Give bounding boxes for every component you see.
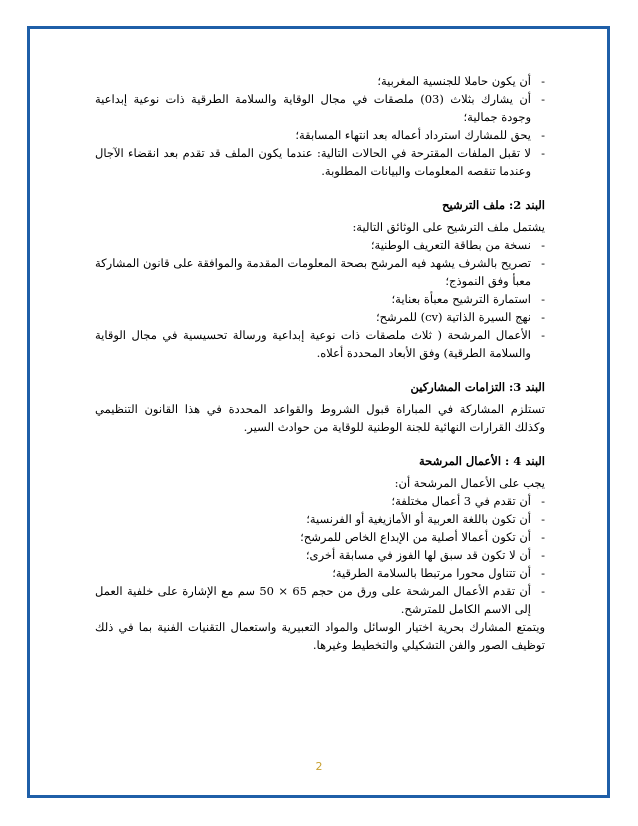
list-item: - أن تتناول محورا مرتبطا بالسلامة الطرقية؛ — [95, 564, 545, 582]
section-2-list — [95, 236, 545, 362]
page-number: 2 — [315, 760, 323, 773]
section-4-heading: البند 4 : الأعمال المرشحة — [419, 454, 545, 468]
list-item: - أن لا تكون قد سبق لها الفوز في مسابقة أخرى؛ — [95, 546, 545, 564]
list-item: - نسخة من بطاقة التعريف الوطنية؛ — [95, 236, 545, 254]
list-item: - أن تقدم في 3 أعمال مختلفة؛ — [95, 492, 545, 510]
list-item: - أن تكون أعمالا أصلية من الإبداع الخاص للمرشح؛ — [95, 528, 545, 546]
list-item: - لا تقبل الملفات المقترحة في الحالات التالية: عندما يكون الملف قد تقدم بعد انقضاء الآجال وعندما تنقصه المعلومات والبيانات المطلوبة. — [95, 144, 545, 180]
section-3-body: تستلزم المشاركة في المباراة قبول الشروط والقواعد المحددة في هذا القانون التنظيمي وكذلك القرارات النهائية للجنة الوطنية للوقاية من حوادث السير. — [95, 402, 545, 434]
section-4-closing: ويتمتع المشارك بحرية اختيار الوسائل والمواد التعبيرية واستعمال التقنيات الفنية بما في ذلك توظيف الصور والفن التشكيلي والتخطيط وغيرها. — [95, 620, 545, 652]
section-2-intro: يشتمل ملف الترشيح على الوثائق التالية: — [352, 220, 545, 234]
list-item: - تصريح بالشرف يشهد فيه المرشح بصحة المعلومات المقدمة والموافقة على قانون المشاركة معبأ وفق النموذج؛ — [95, 254, 545, 290]
list-item: - أن تكون باللغة العربية أو الأمازيغية أو الفرنسية؛ — [95, 510, 545, 528]
eligibility-list — [95, 72, 545, 180]
section-3-heading: البند 3: التزامات المشاركين — [410, 380, 545, 394]
list-item: - يحق للمشارك استرداد أعماله بعد انتهاء المسابقة؛ — [95, 126, 545, 144]
section-2-heading: البند 2: ملف الترشيح — [442, 198, 545, 212]
list-item: - الأعمال المرشحة ( ثلاث ملصقات ذات نوعية إبداعية ورسالة تحسيسية في مجال الوقاية والسلامة الطرقية) وفق الأبعاد المحددة أعلاه. — [95, 326, 545, 362]
list-item: - أن تقدم الأعمال المرشحة على ورق من حجم 65 × 50 سم مع الإشارة على خلفية العمل إلى الاسم الكامل للمترشح. — [95, 582, 545, 618]
list-item: - استمارة الترشيح معبأة بعناية؛ — [95, 290, 545, 308]
list-item: - أن يكون حاملا للجنسية المغربية؛ — [95, 72, 545, 90]
section-4-intro: يجب على الأعمال المرشحة أن: — [394, 476, 545, 490]
section-4-list — [95, 492, 545, 618]
document-body — [95, 72, 545, 654]
list-item: - نهج السيرة الذاتية (cv) للمرشح؛ — [95, 308, 545, 326]
list-item: - أن يشارك بثلاث (03) ملصقات في مجال الوقاية والسلامة الطرقية ذات نوعية إبداعية وجودة جمالية؛ — [95, 90, 545, 126]
